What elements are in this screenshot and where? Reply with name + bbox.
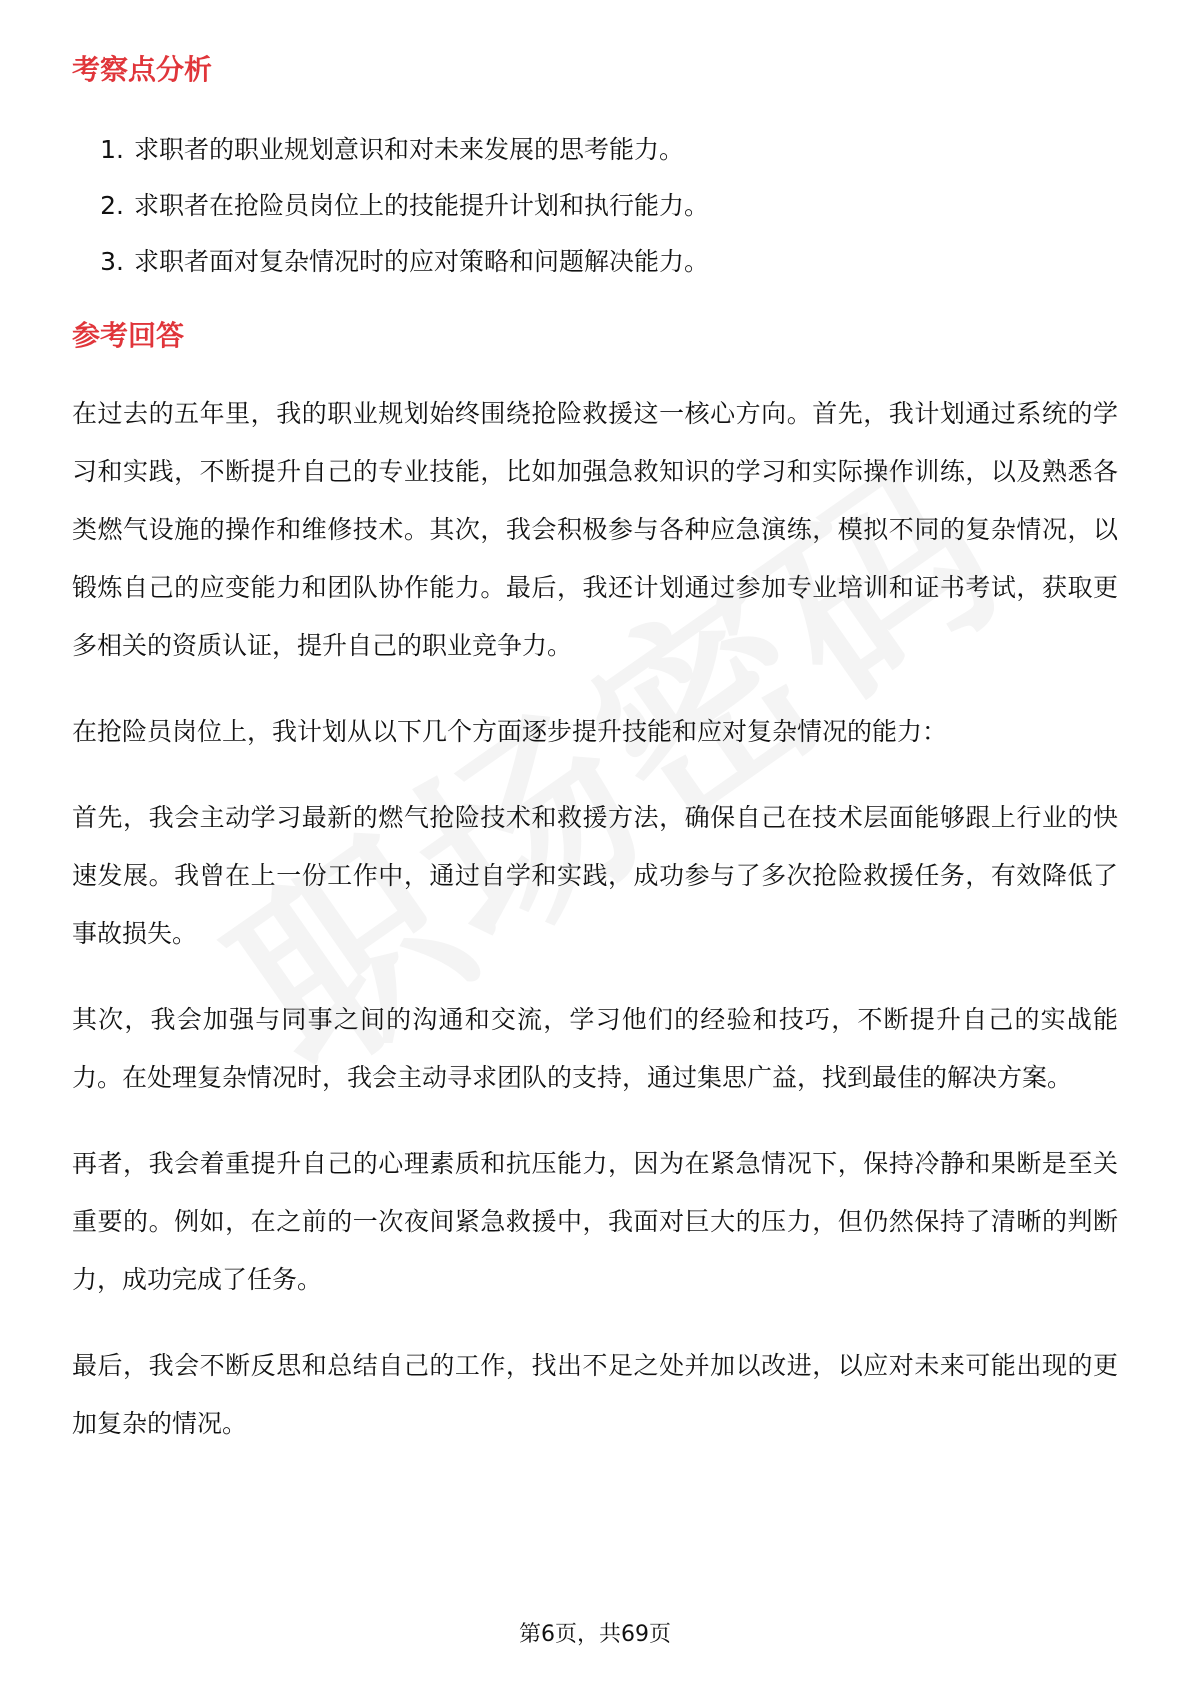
list-item — [72, 122, 1122, 178]
answer-paragraph: 在抢险员岗位上，我计划从以下几个方面逐步提升技能和应对复杂情况的能力： — [72, 717, 948, 746]
answer-heading: 参考回答 — [72, 319, 185, 352]
answer-paragraph: 首先，我会主动学习最新的燃气抢险技术和救援方法，确保自己在技术层面能够跟上行业的快速发展。我曾在上一份工作中，通过自学和实践，成功参与了多次抢险救援任务，有效降低了事故损失。 — [72, 803, 1118, 948]
list-item — [72, 178, 1122, 234]
list-item-text: 求职者面对复杂情况时的应对策略和问题解决能力。 — [134, 247, 710, 276]
answer-paragraph: 再者，我会着重提升自己的心理素质和抗压能力，因为在紧急情况下，保持冷静和果断是至关重要的。例如，在之前的一次夜间紧急救援中，我面对巨大的压力，但仍然保持了清晰的判断力，成功完成了任务。 — [72, 1149, 1118, 1294]
list-item-number: 3. — [100, 247, 124, 276]
list-item-text: 求职者在抢险员岗位上的技能提升计划和执行能力。 — [134, 191, 710, 220]
answer-body — [72, 385, 1118, 1481]
analysis-heading: 考察点分析 — [72, 53, 213, 86]
answer-paragraph: 其次，我会加强与同事之间的沟通和交流，学习他们的经验和技巧，不断提升自己的实战能力。在处理复杂情况时，我会主动寻求团队的支持，通过集思广益，找到最佳的解决方案。 — [72, 1005, 1118, 1092]
list-item-number: 2. — [100, 191, 124, 220]
list-item-text: 求职者的职业规划意识和对未来发展的思考能力。 — [134, 135, 685, 164]
list-item-number: 1. — [100, 135, 124, 164]
list-item — [72, 234, 1122, 290]
page-number: 第6页，共69页 — [519, 1622, 671, 1647]
analysis-list — [72, 122, 1122, 290]
answer-paragraph: 最后，我会不断反思和总结自己的工作，找出不足之处并加以改进，以应对未来可能出现的更加复杂的情况。 — [72, 1351, 1118, 1438]
answer-paragraph: 在过去的五年里，我的职业规划始终围绕抢险救援这一核心方向。首先，我计划通过系统的学习和实践，不断提升自己的专业技能，比如加强急救知识的学习和实际操作训练，以及熟悉各类燃气设施的操作和维修技术。其次，我会积极参与各种应急演练，模拟不同的复杂情况，以锻炼自己的应变能力和团队协作能力。最后，我还计划通过参加专业培训和证书考试，获取更多相关的资质认证，提升自己的职业竞争力。 — [72, 399, 1118, 660]
